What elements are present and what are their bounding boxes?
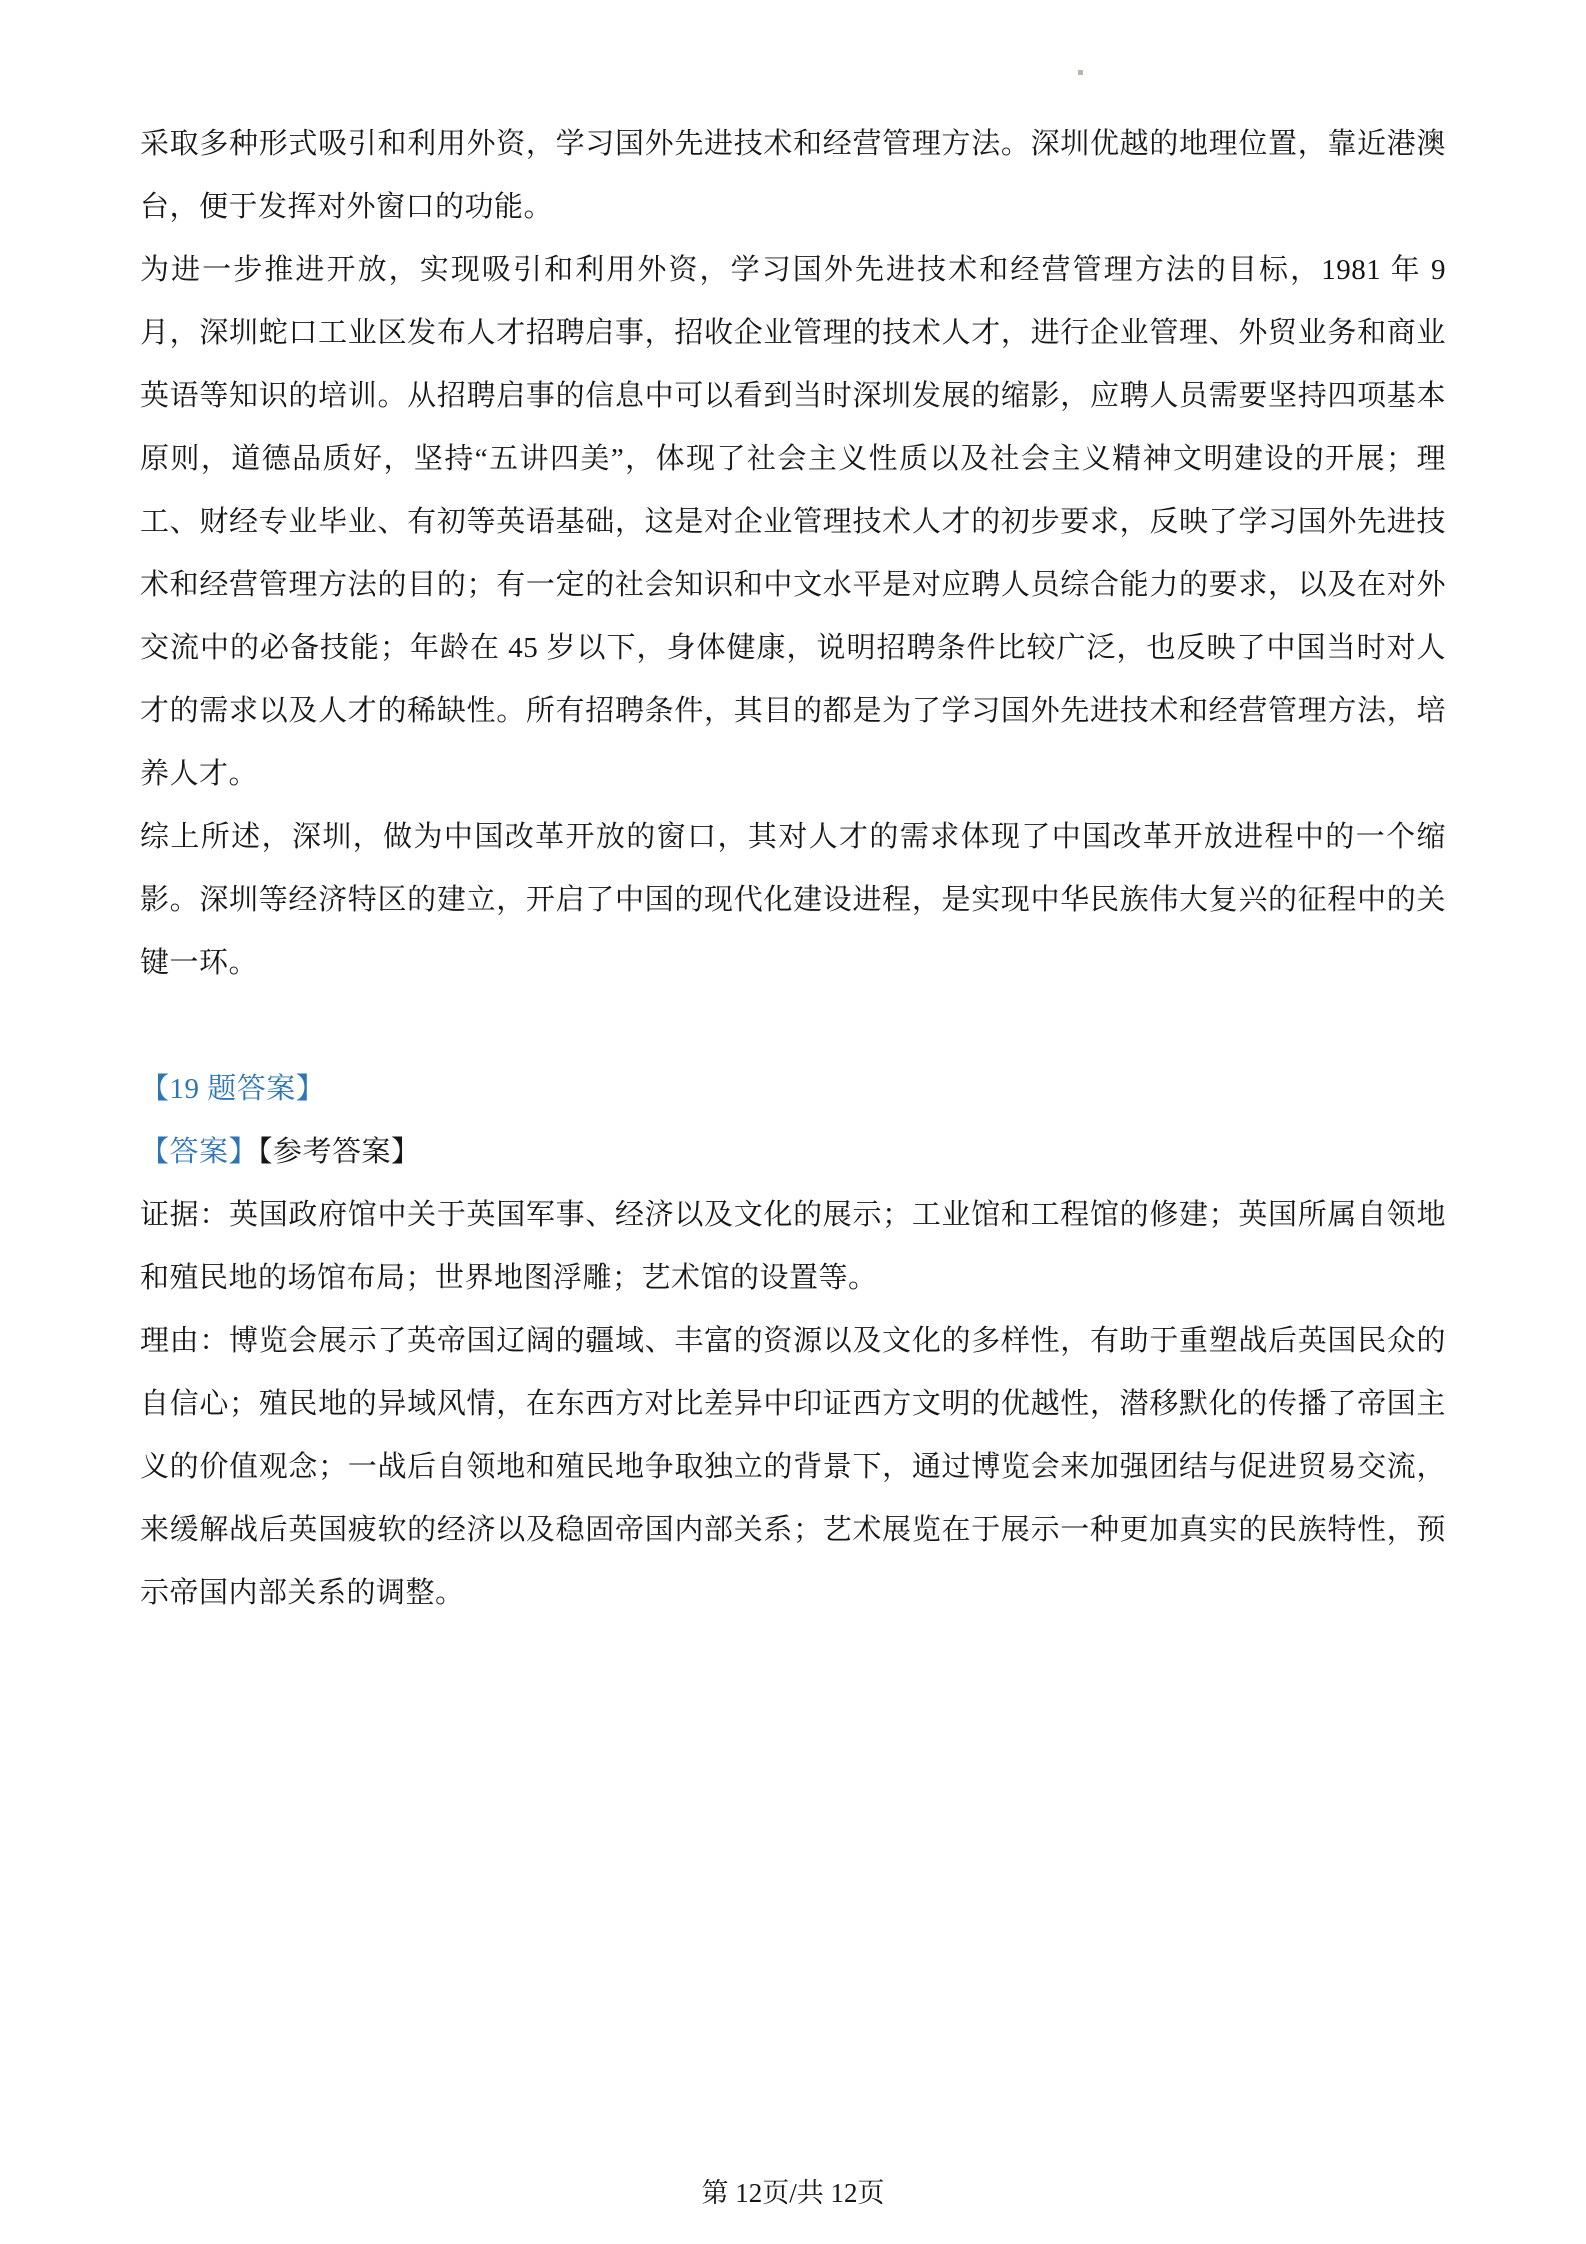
answer-evidence-paragraph: 证据：英国政府馆中关于英国军事、经济以及文化的展示；工业馆和工程馆的修建；英国所属自领地和殖民地的场馆布局；世界地图浮雕；艺术馆的设置等。 [140, 1199, 1446, 1294]
paragraph-shenzhen-advantages: 采取多种形式吸引和利用外资，学习国外先进技术和经营管理方法。深圳优越的地理位置，靠近港澳台，便于发挥对外窗口的功能。 [140, 128, 1446, 223]
page-content [140, 113, 1446, 1625]
stray-mark [1078, 70, 1083, 75]
page-number-footer: 第 12页/共 12页 [701, 2178, 885, 2208]
paragraph-shekou-recruitment: 为进一步推进开放，实现吸引和利用外资，学习国外先进技术和经营管理方法的目标，1981 年 9 月，深圳蛇口工业区发布人才招聘启事，招收企业管理的技术人才，进行企业管理、外贸业务和商业英语等知识的培训。从招聘启事的信息中可以看到当时深圳发展的缩影，应聘人员需要坚持四项基本原则，道德品质好，坚持“五讲四美”，体现了社会主义性质以及社会主义精神文明建设的开展；理工、财经专业毕业、有初等英语基础，这是对企业管理技术人才的初步要求，反映了学习国外先进技术和经营管理方法的目的；有一定的社会知识和中文水平是对应聘人员综合能力的要求，以及在对外交流中的必备技能；年龄在 45 岁以下，身体健康，说明招聘条件比较广泛，也反映了中国当时对人才的需求以及人才的稀缺性。所有招聘条件，其目的都是为了学习国外先进技术和经营管理方法，培养人才。 [140, 254, 1446, 790]
answer-reason-paragraph: 理由：博览会展示了英帝国辽阔的疆域、丰富的资源以及文化的多样性，有助于重塑战后英国民众的自信心；殖民地的异域风情，在东西方对比差异中印证西方文明的优越性，潜移默化的传播了帝国主义的价值观念；一战后自领地和殖民地争取独立的背景下，通过博览会来加强团结与促进贸易交流，来缓解战后英国疲软的经济以及稳固帝国内部关系；艺术展览在于展示一种更加真实的民族特性，预示帝国内部关系的调整。 [140, 1325, 1446, 1609]
paragraph-conclusion: 综上所述，深圳，做为中国改革开放的窗口，其对人才的需求体现了中国改革开放进程中的一个缩影。深圳等经济特区的建立，开启了中国的现代化建设进程，是实现中华民族伟大复兴的征程中的关键一环。 [140, 821, 1446, 979]
answer-labels-line [140, 1121, 1446, 1184]
answer-19-heading: 【19 题答案】 [140, 1073, 326, 1105]
answer-label: 【答案】 [140, 1136, 259, 1168]
reference-answer-label: 【参考答案】 [258, 1136, 421, 1168]
